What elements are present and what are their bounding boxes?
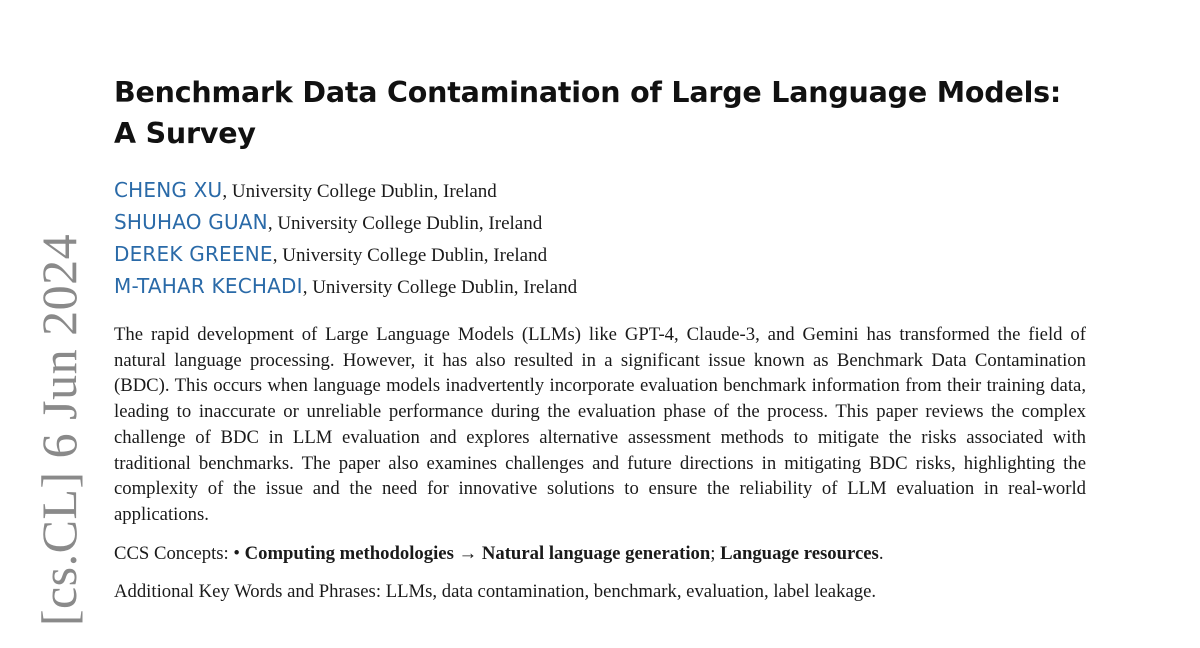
paper-title-line-1: Benchmark Data Contamination of Large Language Models: xyxy=(114,76,1062,109)
author-affiliation: , University College Dublin, Ireland xyxy=(302,277,578,298)
paper-title-line-2: A Survey xyxy=(114,117,256,150)
author-list xyxy=(114,174,1086,302)
author-name-link[interactable]: SHUHAO GUAN xyxy=(114,210,268,234)
ccs-label: CCS Concepts: • xyxy=(114,542,245,564)
ccs-end: . xyxy=(878,542,884,564)
author-entry xyxy=(114,270,1086,302)
author-entry xyxy=(114,238,1086,270)
author-name-link[interactable]: M-TAHAR KECHADI xyxy=(114,274,303,298)
keywords-line xyxy=(114,579,1086,605)
ccs-concept-primary: Computing methodologies → Natural language generation xyxy=(244,542,711,564)
keywords-text: LLMs, data contamination, benchmark, evaluation, label leakage. xyxy=(385,580,877,602)
author-affiliation: , University College Dublin, Ireland xyxy=(272,245,548,266)
author-entry xyxy=(114,206,1086,238)
abstract-paragraph: The rapid development of Large Language Models (LLMs) like GPT-4, Claude-3, and Gemini has transformed the field of natural language processing. However, it has also resulted in a significant issue known as Benchmark Data Contamination (BDC). This occurs when language models inadvertently incorporate evaluation benchmark information from their training data, leading to inaccurate or unreliable performance during the evaluation phase of the process. This paper reviews the complex challenge of BDC in LLM evaluation and explores alternative assessment methods to mitigate the risks associated with traditional benchmarks. The paper also examines challenges and future directions in mitigating BDC risks, highlighting the complexity of the issue and the need for innovative solutions to ensure the reliability of LLM evaluation in real-world applications. xyxy=(114,324,1086,525)
ccs-separator: ; xyxy=(710,542,721,564)
paper-title xyxy=(114,72,1086,154)
author-affiliation: , University College Dublin, Ireland xyxy=(222,181,497,202)
author-affiliation: , University College Dublin, Ireland xyxy=(267,213,543,234)
arxiv-side-stamp: [cs.CL] 6 Jun 2024 xyxy=(31,233,87,627)
ccs-concept-secondary: Language resources xyxy=(720,542,879,564)
ccs-concepts xyxy=(114,541,1086,567)
keywords-label: Additional Key Words and Phrases: xyxy=(114,580,386,602)
author-name-link[interactable]: DEREK GREENE xyxy=(114,242,273,266)
author-name-link[interactable]: CHENG XU xyxy=(114,178,223,202)
author-entry xyxy=(114,174,1086,206)
paper-first-page xyxy=(114,72,1086,605)
